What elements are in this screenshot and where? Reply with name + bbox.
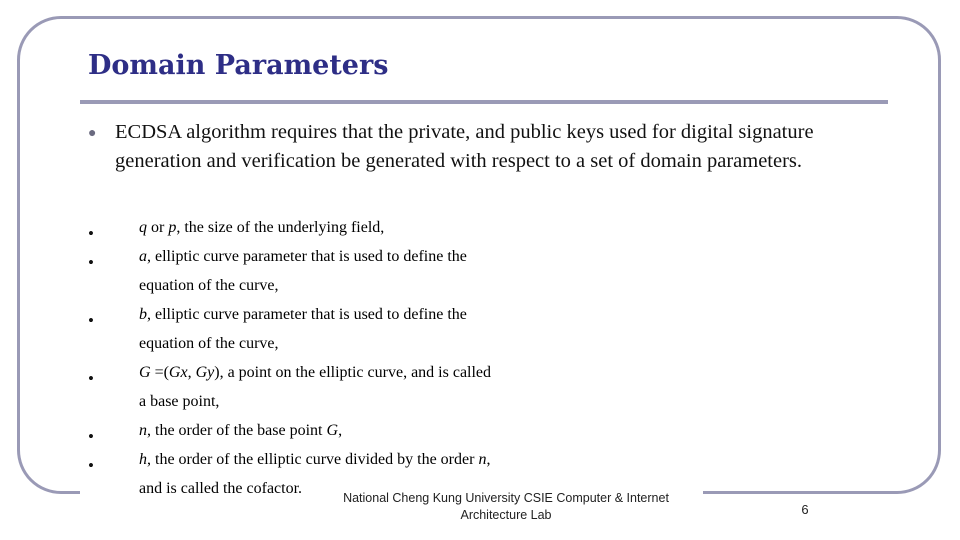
list-item-line: h, the order of the elliptic curve divided by the order n, (139, 451, 491, 468)
list-item-line: equation of the curve, (139, 277, 279, 294)
list-bullet-icon: • (88, 456, 94, 475)
list-bullet-icon: • (88, 369, 94, 388)
list-item-line: b, elliptic curve parameter that is used to define the (139, 306, 467, 323)
list-item-line: G =(Gx, Gy), a point on the elliptic curve, and is called (139, 364, 492, 381)
list-item-line: a base point, (139, 393, 220, 410)
intro-paragraph: ECDSA algorithm requires that the private, and public keys used for digital signature generation and verification be generated with respect to a set of domain parameters. (115, 121, 814, 172)
list-item-line: a, elliptic curve parameter that is used to define the (139, 248, 467, 265)
list-bullet-icon: • (88, 224, 94, 243)
list-item-line: q or p, the size of the underlying field, (139, 219, 385, 236)
footer-text (300, 491, 712, 524)
list-bullet-icon: • (88, 427, 94, 446)
slide-title: Domain Parameters (88, 50, 389, 81)
list-bullet-icon: • (88, 253, 94, 272)
list-bullet-icon: • (88, 311, 94, 330)
parameter-list (80, 212, 703, 504)
list-item-line: and is called the cofactor. (139, 480, 303, 497)
page-number: 6 (801, 502, 809, 517)
list-item-line: n, the order of the base point G, (139, 422, 343, 439)
footer-line-2: Architecture Lab (460, 508, 552, 522)
title-divider (80, 100, 888, 104)
list-item-line: equation of the curve, (139, 335, 279, 352)
footer-line-1: National Cheng Kung University CSIE Computer & Internet (343, 491, 669, 505)
bullet-dot-icon: ● (88, 126, 97, 141)
